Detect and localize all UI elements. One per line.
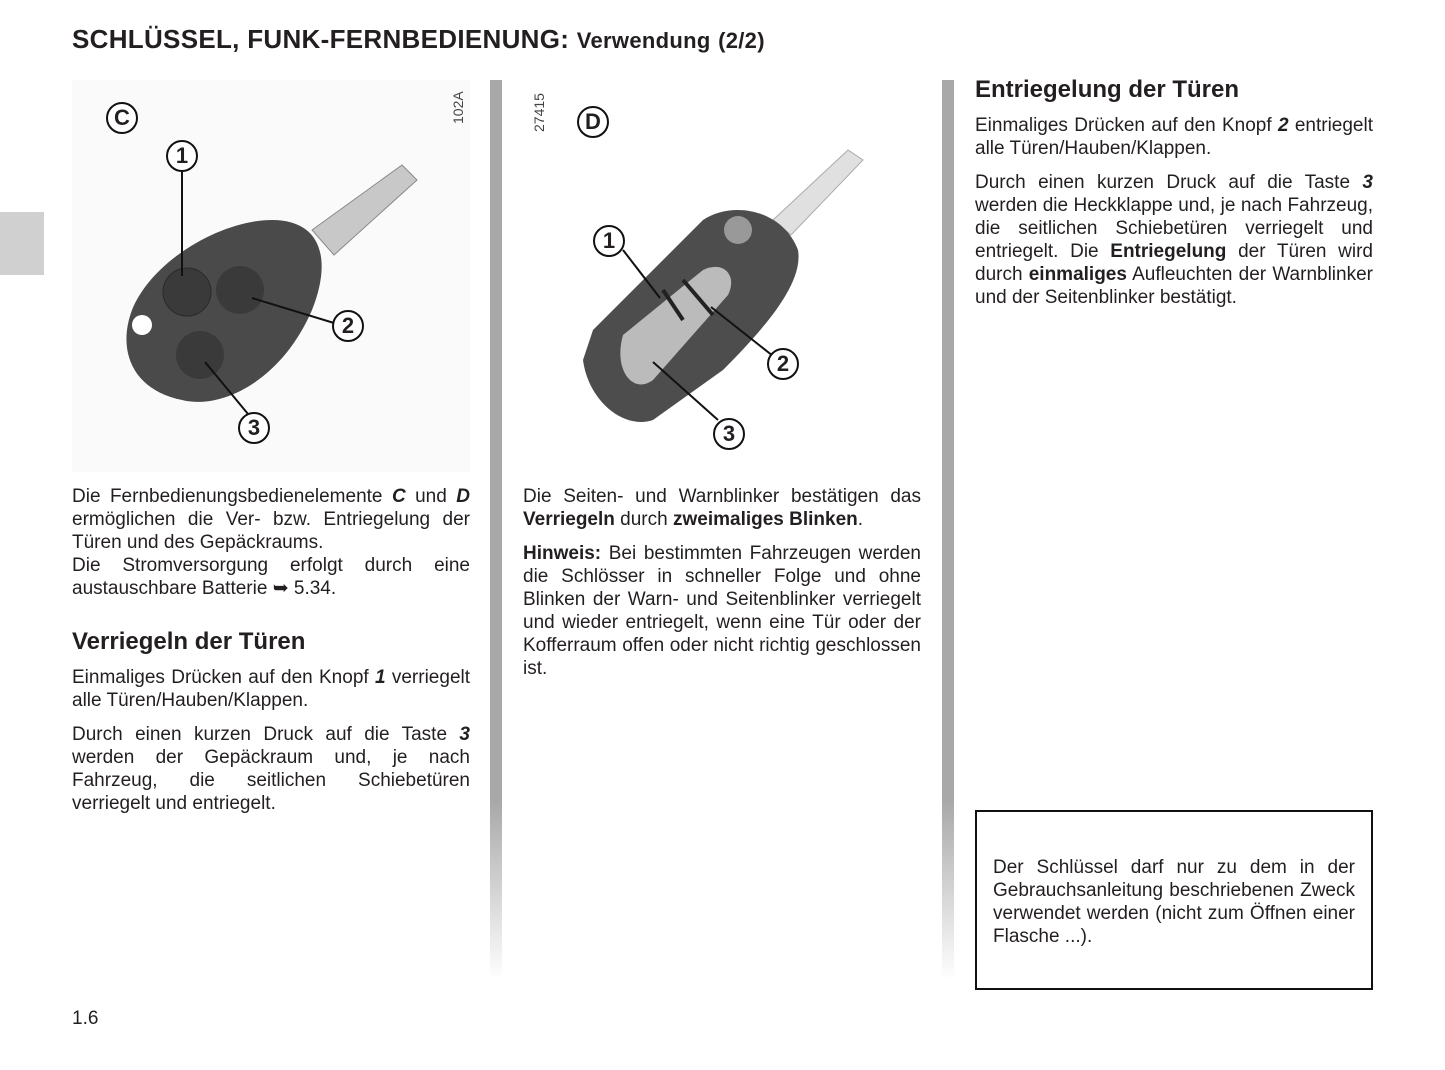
key-d-illustration — [523, 80, 921, 472]
left-column — [72, 485, 470, 826]
callout-2: 2 — [767, 348, 799, 380]
paragraph: Einmaliges Drücken auf den Knopf 1 verriegelt alle Türen/Hauben/Klappen. — [72, 667, 471, 711]
intro-paragraph: Die Fernbedienungsbedienelemente C und D ermöglichen die Ver- bzw. Entriegelung der Türen und des Gepäckraums. Die Stromversorgung erfolgt durch eine austauschbare Batterie ➥ 5.34. — [72, 486, 470, 599]
paragraph: Einmaliges Drücken auf den Knopf 2 entriegelt alle Türen/Hauben/Klappen. — [975, 115, 1373, 159]
page-title — [72, 24, 765, 55]
section-tab — [0, 212, 44, 275]
reference-arrow-icon: ➥ — [272, 578, 289, 599]
callout-1: 1 — [593, 225, 625, 257]
paragraph: Durch einen kurzen Druck auf die Taste 3 werden die Heckklappe und, je nach Fahrzeug, die seitlichen Schiebetüren verriegelt und entriegelt. Die Entriegelung der Türen wird durch einmaliges Aufleuchten der Warnblinker und der Seitenblinker bestätigt. — [975, 172, 1373, 308]
callout-3: 3 — [238, 412, 270, 444]
title-part: (2/2) — [718, 28, 765, 53]
figure-key-d — [523, 80, 921, 472]
paragraph: Durch einen kurzen Druck auf die Taste 3 werden der Gepäckraum und, je nach Fahrzeug, die seitlichen Schiebetüren verriegelt und entriegelt. — [72, 724, 470, 814]
callout-3: 3 — [713, 418, 745, 450]
key-c-illustration — [72, 80, 470, 472]
title-main: SCHLÜSSEL, FUNK-FERNBEDIENUNG: — [72, 24, 570, 54]
column-divider — [942, 80, 954, 980]
paragraph: Die Seiten- und Warnblinker bestätigen das Verriegeln durch zweimaliges Blinken. — [523, 486, 921, 530]
page-number: 1.6 — [72, 1008, 99, 1029]
note-paragraph: Hinweis: Bei bestimmten Fahrzeugen werden die Schlösser in schneller Folge und ohne Blinken der Warn- und Seitenblinker verriegelt und wieder entriegelt, wenn eine Tür oder der Kofferraum offen oder nicht richtig geschlossen ist. — [523, 543, 921, 679]
figure-label-c: C — [106, 102, 138, 134]
title-sub: Verwendung — [576, 28, 711, 53]
warning-box: Der Schlüssel darf nur zu dem in der Gebrauchsanleitung beschriebenen Zweck verwendet werden (nicht zum Öffnen einer Flasche ...). — [975, 810, 1373, 990]
heading-verriegeln: Verriegeln der Türen — [72, 628, 306, 655]
heading-entriegelung: Entriegelung der Türen — [975, 76, 1240, 103]
right-column — [975, 76, 1373, 320]
middle-column — [523, 485, 921, 691]
column-divider — [490, 80, 502, 980]
callout-2: 2 — [332, 310, 364, 342]
figure-key-c — [72, 80, 470, 472]
figure-code: 27415 — [531, 93, 547, 132]
figure-label-d: D — [577, 106, 609, 138]
callout-1: 1 — [166, 140, 198, 172]
figure-code: 102A — [450, 91, 466, 124]
